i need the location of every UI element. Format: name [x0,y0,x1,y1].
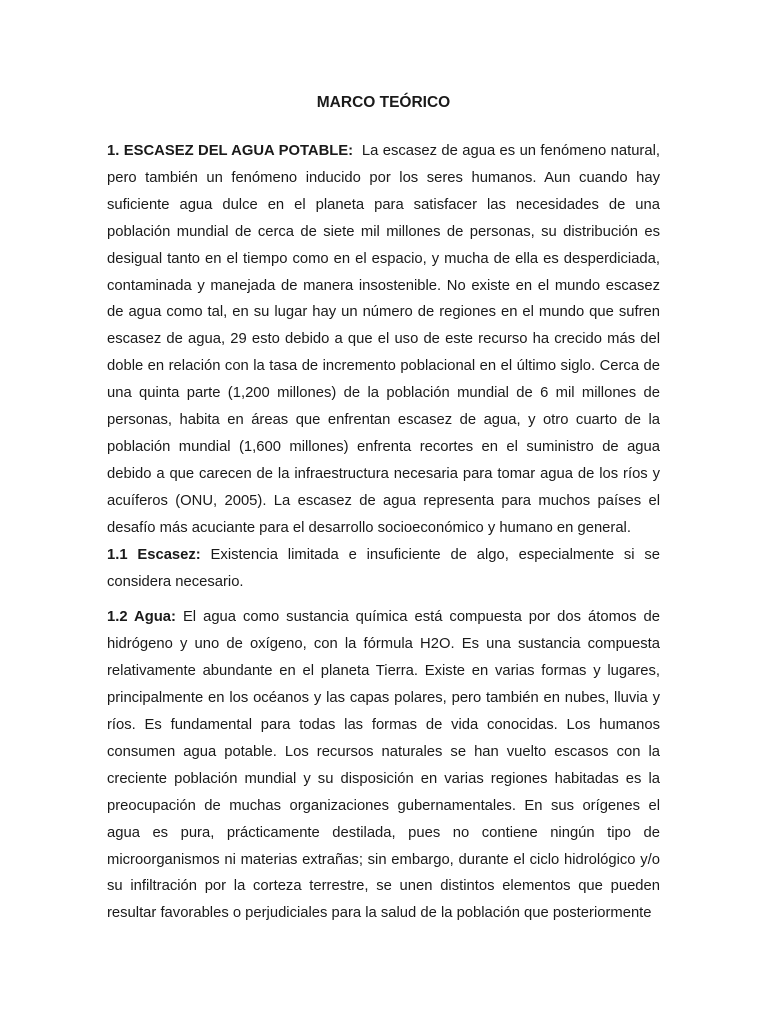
page-title: MARCO TEÓRICO [316,94,451,111]
paragraph-agua [107,604,660,927]
section-text-escasez-agua-potable: La escasez de agua es un fenómeno natural, pero también un fenómeno inducido por los seres humanos. Aun cuando hay suficiente agua dulce en el planeta para satisfacer las necesidades de una población mundial de cerca de siete mil millones de personas, su distribución es desigual tanto en el tiempo como en el espacio, y mucha de ella es desperdiciada, contaminada y manejada de manera insostenible. No existe en el mundo escasez de agua como tal, en su lugar hay un número de regiones en el mundo que sufren escasez de agua, 29 esto debido a que el uso de este recurso ha crecido más del doble en relación con la tasa de incremento poblacional en el último siglo. Cerca de una quinta parte (1,200 millones) de la población mundial de 6 mil millones de personas, habita en áreas que enfrentan escasez de agua, y otro cuarto de la población mundial (1,600 millones) enfrenta recortes en el suministro de agua debido a que carecen de la infraestructura necesaria para tomar agua de los ríos y acuíferos (ONU, 2005). La escasez de agua representa para muchos países el desafío más acuciante para el desarrollo socioeconómico y humano en general. [107,143,660,536]
section-heading-agua: 1.2 Agua: [107,609,176,626]
document-body [107,90,660,927]
section-text-escasez: Existencia limitada e insuficiente de algo, especialmente si se considera necesario. [107,546,660,590]
section-text-agua: El agua como sustancia química está compuesta por dos átomos de hidrógeno y uno de oxígeno, con la fórmula H2O. Es una sustancia compuesta relativamente abundante en el planeta Tierra. Existe en varias formas y lugares, principalmente en los océanos y las capas polares, pero también en nubes, lluvia y ríos. Es fundamental para todas las formas de vida conocidas. Los humanos consumen agua potable. Los recursos naturales se han vuelto escasos con la creciente población mundial y su disposición en varias regiones habitadas es la preocupación de muchas organizaciones gubernamentales. En sus orígenes el agua es pura, prácticamente destilada, pues no contiene ningún tipo de microorganismos ni materias extrañas; sin embargo, durante el ciclo hidrológico y/o su infiltración por la corteza terrestre, se unen distintos elementos que pueden resultar favorables o perjudiciales para la salud de la población que posteriormente [107,609,660,922]
heading-separator [176,609,183,625]
section-heading-escasez-agua-potable: 1. ESCASEZ DEL AGUA POTABLE: [107,143,354,159]
heading-separator [201,547,211,563]
heading-separator [353,143,362,159]
section-heading-escasez: 1.1 Escasez: [107,546,201,563]
paragraph-escasez [107,542,660,596]
paragraph-escasez-agua-potable [107,138,660,542]
